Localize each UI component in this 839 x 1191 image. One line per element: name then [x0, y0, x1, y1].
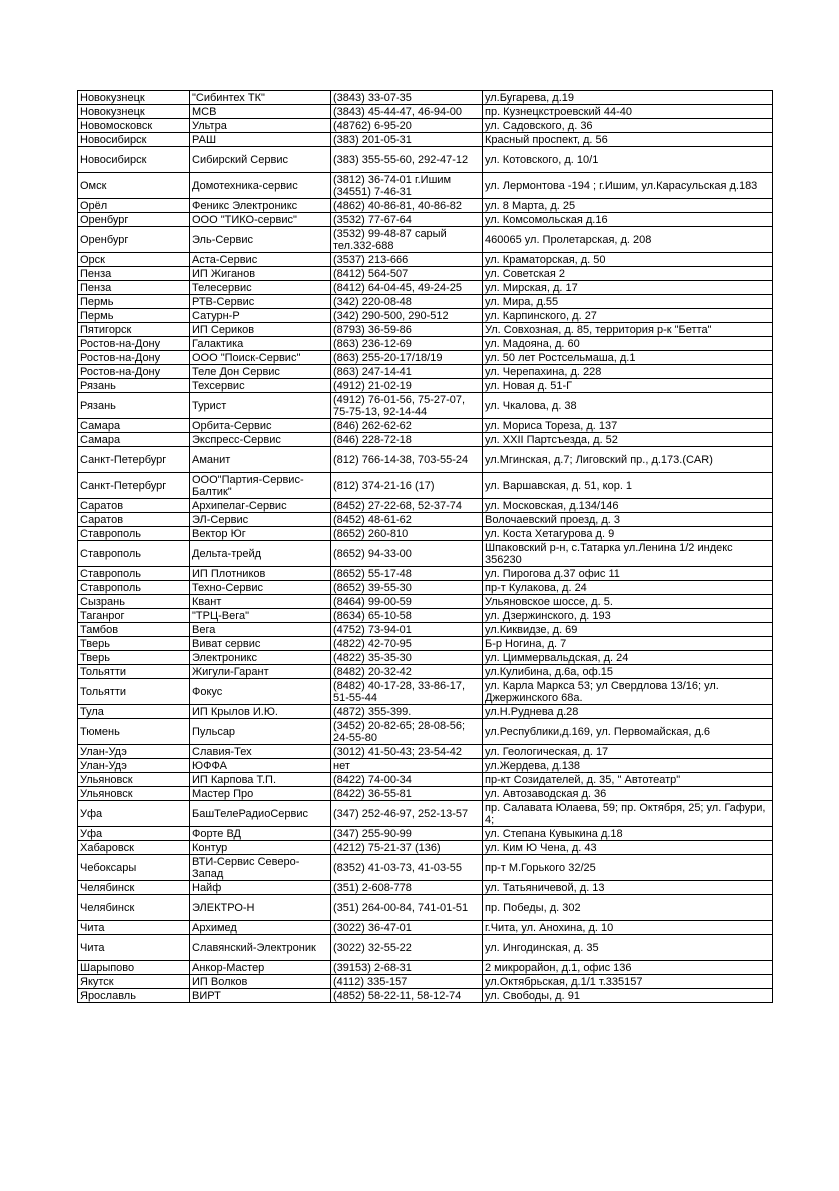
cell-address: ул. XXII Партсъезда, д. 52 — [483, 433, 773, 447]
cell-company: Фокус — [190, 679, 331, 705]
cell-phone: (383) 201-05-31 — [331, 133, 483, 147]
table-row — [78, 637, 773, 651]
cell-phone: (8422) 74-00-34 — [331, 773, 483, 787]
cell-phone: (3532) 77-67-64 — [331, 213, 483, 227]
cell-phone: (4112) 335-157 — [331, 975, 483, 989]
cell-phone: (812) 766-14-38, 703-55-24 — [331, 447, 483, 473]
cell-city: Улан-Удэ — [78, 759, 190, 773]
table-row — [78, 351, 773, 365]
cell-company: Форте ВД — [190, 827, 331, 841]
cell-phone: (863) 255-20-17/18/19 — [331, 351, 483, 365]
cell-company: Славия-Тех — [190, 745, 331, 759]
table-row — [78, 309, 773, 323]
cell-company: БашТелеРадиоСервис — [190, 801, 331, 827]
cell-company: ИП Карпова Т.П. — [190, 773, 331, 787]
cell-address: Волочаевский проезд, д. 3 — [483, 513, 773, 527]
cell-phone: (3022) 36-47-01 — [331, 921, 483, 935]
cell-company: Анкор-Мастер — [190, 961, 331, 975]
cell-city: Сызрань — [78, 595, 190, 609]
cell-city: Ростов-на-Дону — [78, 351, 190, 365]
cell-phone: (8422) 36-55-81 — [331, 787, 483, 801]
cell-phone: (48762) 6-95-20 — [331, 119, 483, 133]
cell-company: Жигули-Гарант — [190, 665, 331, 679]
cell-address: ул. Мира, д.55 — [483, 295, 773, 309]
cell-city: Санкт-Петербург — [78, 473, 190, 499]
cell-phone: (4822) 35-35-30 — [331, 651, 483, 665]
table-row — [78, 281, 773, 295]
cell-address: ул. Садовского, д. 36 — [483, 119, 773, 133]
cell-city: Челябинск — [78, 881, 190, 895]
table-row — [78, 513, 773, 527]
cell-company: Турист — [190, 393, 331, 419]
cell-address: пр. Победы, д. 302 — [483, 895, 773, 921]
table-row — [78, 253, 773, 267]
cell-address: ул. Свободы, д. 91 — [483, 989, 773, 1003]
table-row — [78, 935, 773, 961]
cell-city: Ставрополь — [78, 527, 190, 541]
table-row — [78, 527, 773, 541]
cell-address: ул. Котовского, д. 10/1 — [483, 147, 773, 173]
cell-company: Сатурн-Р — [190, 309, 331, 323]
cell-city: Тверь — [78, 651, 190, 665]
table-row — [78, 773, 773, 787]
table-row — [78, 473, 773, 499]
table-row — [78, 679, 773, 705]
cell-city: Оренбург — [78, 227, 190, 253]
cell-city: Ростов-на-Дону — [78, 337, 190, 351]
table-row — [78, 665, 773, 679]
table-row — [78, 337, 773, 351]
table-row — [78, 213, 773, 227]
cell-company: Телесервис — [190, 281, 331, 295]
cell-company: Виват сервис — [190, 637, 331, 651]
cell-company: Эль-Сервис — [190, 227, 331, 253]
cell-address: ул. Советская 2 — [483, 267, 773, 281]
table-row — [78, 267, 773, 281]
cell-city: Омск — [78, 173, 190, 199]
table-row — [78, 499, 773, 513]
table-body — [78, 91, 773, 1003]
cell-company: "ТРЦ-Вега" — [190, 609, 331, 623]
table-row — [78, 147, 773, 173]
table-row — [78, 855, 773, 881]
cell-phone: (8464) 99-00-59 — [331, 595, 483, 609]
cell-phone: (3812) 36-74-01 г.Ишим (34551) 7-46-31 — [331, 173, 483, 199]
cell-phone: (351) 264-00-84, 741-01-51 — [331, 895, 483, 921]
table-row — [78, 759, 773, 773]
cell-phone: (3537) 213-666 — [331, 253, 483, 267]
cell-city: Тамбов — [78, 623, 190, 637]
table-row — [78, 227, 773, 253]
cell-phone: нет — [331, 759, 483, 773]
cell-address: ул. Московская, д.134/146 — [483, 499, 773, 513]
table-row — [78, 975, 773, 989]
cell-address: ул. Коста Хетагурова д. 9 — [483, 527, 773, 541]
cell-phone: (846) 228-72-18 — [331, 433, 483, 447]
cell-city: Уфа — [78, 801, 190, 827]
cell-phone: (342) 290-500, 290-512 — [331, 309, 483, 323]
cell-address: г.Чита, ул. Анохина, д. 10 — [483, 921, 773, 935]
cell-city: Чита — [78, 935, 190, 961]
table-row — [78, 365, 773, 379]
cell-city: Ставрополь — [78, 581, 190, 595]
cell-address: ул.Бугарева, д.19 — [483, 91, 773, 105]
cell-address: ул.Республики,д.169, ул. Первомайская, д.6 — [483, 719, 773, 745]
cell-city: Ставрополь — [78, 567, 190, 581]
cell-company: Пульсар — [190, 719, 331, 745]
table-row — [78, 745, 773, 759]
cell-address: ул. Мадояна, д. 60 — [483, 337, 773, 351]
cell-company: Электроникс — [190, 651, 331, 665]
cell-address: ул. Краматорская, д. 50 — [483, 253, 773, 267]
cell-address: ул.Октябрьская, д.1/1 т.335157 — [483, 975, 773, 989]
cell-city: Самара — [78, 433, 190, 447]
cell-phone: (812) 374-21-16 (17) — [331, 473, 483, 499]
cell-company: ИП Жиганов — [190, 267, 331, 281]
cell-city: Орск — [78, 253, 190, 267]
cell-city: Уфа — [78, 827, 190, 841]
table-row — [78, 895, 773, 921]
cell-company: ЮФФА — [190, 759, 331, 773]
cell-phone: (3843) 33-07-35 — [331, 91, 483, 105]
cell-address: ул.Н.Руднева д.28 — [483, 705, 773, 719]
cell-city: Тюмень — [78, 719, 190, 745]
cell-address: Ул. Совхозная, д. 85, территория р-к "Бетта" — [483, 323, 773, 337]
cell-city: Тверь — [78, 637, 190, 651]
cell-company: ВТИ-Сервис Северо-Запад — [190, 855, 331, 881]
table-row — [78, 881, 773, 895]
table-row — [78, 199, 773, 213]
cell-company: ИП Сериков — [190, 323, 331, 337]
table-row — [78, 105, 773, 119]
table-row — [78, 119, 773, 133]
cell-address: ул. Карла Маркса 53; ул Свердлова 13/16; ул. Джержинского 68а. — [483, 679, 773, 705]
table-row — [78, 961, 773, 975]
cell-city: Ростов-на-Дону — [78, 365, 190, 379]
cell-city: Пермь — [78, 309, 190, 323]
table-row — [78, 623, 773, 637]
cell-city: Чебоксары — [78, 855, 190, 881]
cell-address: пр-т Кулакова, д. 24 — [483, 581, 773, 595]
table-row — [78, 447, 773, 473]
cell-company: Аманит — [190, 447, 331, 473]
cell-phone: (8452) 48-61-62 — [331, 513, 483, 527]
table-row — [78, 567, 773, 581]
cell-company: Сибирский Сервис — [190, 147, 331, 173]
cell-company: Контур — [190, 841, 331, 855]
cell-company: Аста-Сервис — [190, 253, 331, 267]
cell-phone: (8482) 40-17-28, 33-86-17, 51-55-44 — [331, 679, 483, 705]
cell-phone: (347) 252-46-97, 252-13-57 — [331, 801, 483, 827]
cell-city: Пермь — [78, 295, 190, 309]
cell-company: Экспресс-Сервис — [190, 433, 331, 447]
cell-company: ЭЛ-Сервис — [190, 513, 331, 527]
cell-phone: (863) 236-12-69 — [331, 337, 483, 351]
table-row — [78, 393, 773, 419]
cell-address: пр. Кузнецкстроевский 44-40 — [483, 105, 773, 119]
cell-city: Новомосковск — [78, 119, 190, 133]
cell-phone: (8793) 36-59-86 — [331, 323, 483, 337]
cell-address: Б-р Ногина, д. 7 — [483, 637, 773, 651]
cell-phone: (383) 355-55-60, 292-47-12 — [331, 147, 483, 173]
table-row — [78, 921, 773, 935]
cell-phone: (8352) 41-03-73, 41-03-55 — [331, 855, 483, 881]
cell-company: Домотехника-сервис — [190, 173, 331, 199]
cell-city: Чита — [78, 921, 190, 935]
cell-city: Санкт-Петербург — [78, 447, 190, 473]
cell-address: Ульяновское шоссе, д. 5. — [483, 595, 773, 609]
cell-address: пр-кт Созидателей, д. 35, " Автотеатр" — [483, 773, 773, 787]
cell-address: ул. Геологическая, д. 17 — [483, 745, 773, 759]
cell-phone: (351) 2-608-778 — [331, 881, 483, 895]
cell-address: ул. Автозаводская д. 36 — [483, 787, 773, 801]
cell-phone: (863) 247-14-41 — [331, 365, 483, 379]
cell-company: Найф — [190, 881, 331, 895]
cell-city: Саратов — [78, 499, 190, 513]
cell-city: Якутск — [78, 975, 190, 989]
cell-phone: (4912) 76-01-56, 75-27-07, 75-75-13, 92-14-44 — [331, 393, 483, 419]
table-row — [78, 323, 773, 337]
cell-company: МСВ — [190, 105, 331, 119]
cell-phone: (8652) 260-810 — [331, 527, 483, 541]
cell-phone: (4912) 21-02-19 — [331, 379, 483, 393]
cell-address: ул. 50 лет Ростсельмаша, д.1 — [483, 351, 773, 365]
cell-phone: (846) 262-62-62 — [331, 419, 483, 433]
table-row — [78, 705, 773, 719]
cell-address: ул.Кулибина, д.6а, оф.15 — [483, 665, 773, 679]
cell-phone: (8482) 20-32-42 — [331, 665, 483, 679]
cell-company: ООО "Поиск-Сервис" — [190, 351, 331, 365]
cell-company: ИП Волков — [190, 975, 331, 989]
cell-phone: (3532) 99-48-87 сарый тел.332-688 — [331, 227, 483, 253]
cell-city: Рязань — [78, 393, 190, 419]
cell-phone: (4752) 73-94-01 — [331, 623, 483, 637]
cell-address: ул.Мгинская, д.7; Лиговский пр., д.173.(CAR) — [483, 447, 773, 473]
cell-city: Ставрополь — [78, 541, 190, 567]
cell-company: Феникс Электроникс — [190, 199, 331, 213]
service-centers-table — [77, 90, 773, 1003]
cell-company: ИП Плотников — [190, 567, 331, 581]
table-row — [78, 541, 773, 567]
cell-address: ул. Дзержинского, д. 193 — [483, 609, 773, 623]
cell-phone: (39153) 2-68-31 — [331, 961, 483, 975]
cell-city: Ярославль — [78, 989, 190, 1003]
cell-address: ул. Комсомольская д.16 — [483, 213, 773, 227]
cell-address: ул. Степана Кувыкина д.18 — [483, 827, 773, 841]
table-row — [78, 581, 773, 595]
cell-address: ул. Ким Ю Чена, д. 43 — [483, 841, 773, 855]
cell-company: ИП Крылов И.Ю. — [190, 705, 331, 719]
table-row — [78, 989, 773, 1003]
cell-phone: (8652) 94-33-00 — [331, 541, 483, 567]
table-row — [78, 651, 773, 665]
cell-address: ул. Новая д. 51-Г — [483, 379, 773, 393]
cell-company: Теле Дон Сервис — [190, 365, 331, 379]
cell-company: Дельта-трейд — [190, 541, 331, 567]
cell-city: Пятигорск — [78, 323, 190, 337]
table-row — [78, 827, 773, 841]
cell-address: ул.Киквидзе, д. 69 — [483, 623, 773, 637]
cell-address: ул. Мирская, д. 17 — [483, 281, 773, 295]
cell-company: Славянский-Электроник — [190, 935, 331, 961]
cell-address: ул. 8 Марта, д. 25 — [483, 199, 773, 213]
cell-phone: (342) 220-08-48 — [331, 295, 483, 309]
table-row — [78, 433, 773, 447]
cell-city: Тольятти — [78, 665, 190, 679]
cell-city: Самара — [78, 419, 190, 433]
cell-phone: (3012) 41-50-43; 23-54-42 — [331, 745, 483, 759]
table-row — [78, 801, 773, 827]
cell-address: ул.Жердева, д.138 — [483, 759, 773, 773]
cell-city: Ульяновск — [78, 787, 190, 801]
cell-company: ЭЛЕКТРО-Н — [190, 895, 331, 921]
cell-company: ООО "ТИКО-сервис" — [190, 213, 331, 227]
cell-company: Техно-Сервис — [190, 581, 331, 595]
cell-address: 2 микрорайон, д.1, офис 136 — [483, 961, 773, 975]
cell-phone: (8652) 39-55-30 — [331, 581, 483, 595]
cell-city: Саратов — [78, 513, 190, 527]
table-row — [78, 841, 773, 855]
cell-company: Орбита-Сервис — [190, 419, 331, 433]
table-row — [78, 609, 773, 623]
cell-city: Челябинск — [78, 895, 190, 921]
cell-city: Улан-Удэ — [78, 745, 190, 759]
cell-address: ул. Чкалова, д. 38 — [483, 393, 773, 419]
cell-address: ул. Татьяничевой, д. 13 — [483, 881, 773, 895]
cell-phone: (8652) 55-17-48 — [331, 567, 483, 581]
table-row — [78, 295, 773, 309]
cell-company: Техсервис — [190, 379, 331, 393]
table-row — [78, 173, 773, 199]
cell-phone: (8412) 64-04-45, 49-24-25 — [331, 281, 483, 295]
cell-company: РТВ-Сервис — [190, 295, 331, 309]
cell-company: ООО"Партия-Сервис-Балтик" — [190, 473, 331, 499]
cell-company: ВИРТ — [190, 989, 331, 1003]
cell-city: Ульяновск — [78, 773, 190, 787]
cell-city: Новосибирск — [78, 133, 190, 147]
cell-address: ул. Мориса Тореза, д. 137 — [483, 419, 773, 433]
cell-address: Шпаковский р-н, с.Татарка ул.Ленина 1/2 индекс 356230 — [483, 541, 773, 567]
cell-phone: (8634) 65-10-58 — [331, 609, 483, 623]
cell-phone: (3452) 20-82-65; 28-08-56; 24-55-80 — [331, 719, 483, 745]
cell-phone: (4862) 40-86-81, 40-86-82 — [331, 199, 483, 213]
cell-address: пр-т М.Горького 32/25 — [483, 855, 773, 881]
table-row — [78, 419, 773, 433]
cell-address: ул. Варшавская, д. 51, кор. 1 — [483, 473, 773, 499]
cell-company: Вега — [190, 623, 331, 637]
cell-phone: (4212) 75-21-37 (136) — [331, 841, 483, 855]
cell-city: Шарыпово — [78, 961, 190, 975]
cell-address: ул. Лермонтова -194 ; г.Ишим, ул.Карасульская д.183 — [483, 173, 773, 199]
cell-city: Новосибирск — [78, 147, 190, 173]
cell-company: Ультра — [190, 119, 331, 133]
cell-city: Орёл — [78, 199, 190, 213]
cell-city: Пенза — [78, 281, 190, 295]
cell-phone: (4872) 355-399. — [331, 705, 483, 719]
cell-phone: (3843) 45-44-47, 46-94-00 — [331, 105, 483, 119]
table-row — [78, 379, 773, 393]
cell-phone: (8452) 27-22-68, 52-37-74 — [331, 499, 483, 513]
cell-phone: (3022) 32-55-22 — [331, 935, 483, 961]
table-row — [78, 595, 773, 609]
table-row — [78, 133, 773, 147]
cell-city: Хабаровск — [78, 841, 190, 855]
cell-city: Оренбург — [78, 213, 190, 227]
cell-phone: (8412) 564-507 — [331, 267, 483, 281]
table-row — [78, 787, 773, 801]
cell-city: Новокузнецк — [78, 105, 190, 119]
cell-address: ул. Карпинского, д. 27 — [483, 309, 773, 323]
cell-city: Тула — [78, 705, 190, 719]
cell-company: Архимед — [190, 921, 331, 935]
table-row — [78, 719, 773, 745]
cell-city: Тольятти — [78, 679, 190, 705]
cell-address: пр. Салавата Юлаева, 59; пр. Октября, 25; ул. Гафури, 4; — [483, 801, 773, 827]
cell-address: ул. Пирогова д.37 офис 11 — [483, 567, 773, 581]
cell-address: ул. Циммервальдская, д. 24 — [483, 651, 773, 665]
cell-company: Вектор Юг — [190, 527, 331, 541]
cell-company: Архипелаг-Сервис — [190, 499, 331, 513]
cell-address: ул. Черепахина, д. 228 — [483, 365, 773, 379]
cell-company: Квант — [190, 595, 331, 609]
cell-company: Галактика — [190, 337, 331, 351]
cell-phone: (347) 255-90-99 — [331, 827, 483, 841]
cell-company: "Сибинтех ТК" — [190, 91, 331, 105]
cell-city: Рязань — [78, 379, 190, 393]
cell-phone: (4822) 42-70-95 — [331, 637, 483, 651]
cell-phone: (4852) 58-22-11, 58-12-74 — [331, 989, 483, 1003]
cell-city: Таганрог — [78, 609, 190, 623]
cell-city: Пенза — [78, 267, 190, 281]
table-row — [78, 91, 773, 105]
cell-company: Мастер Про — [190, 787, 331, 801]
cell-city: Новокузнецк — [78, 91, 190, 105]
cell-address: Красный проспект, д. 56 — [483, 133, 773, 147]
cell-company: РАШ — [190, 133, 331, 147]
cell-address: 460065 ул. Пролетарская, д. 208 — [483, 227, 773, 253]
cell-address: ул. Ингодинская, д. 35 — [483, 935, 773, 961]
